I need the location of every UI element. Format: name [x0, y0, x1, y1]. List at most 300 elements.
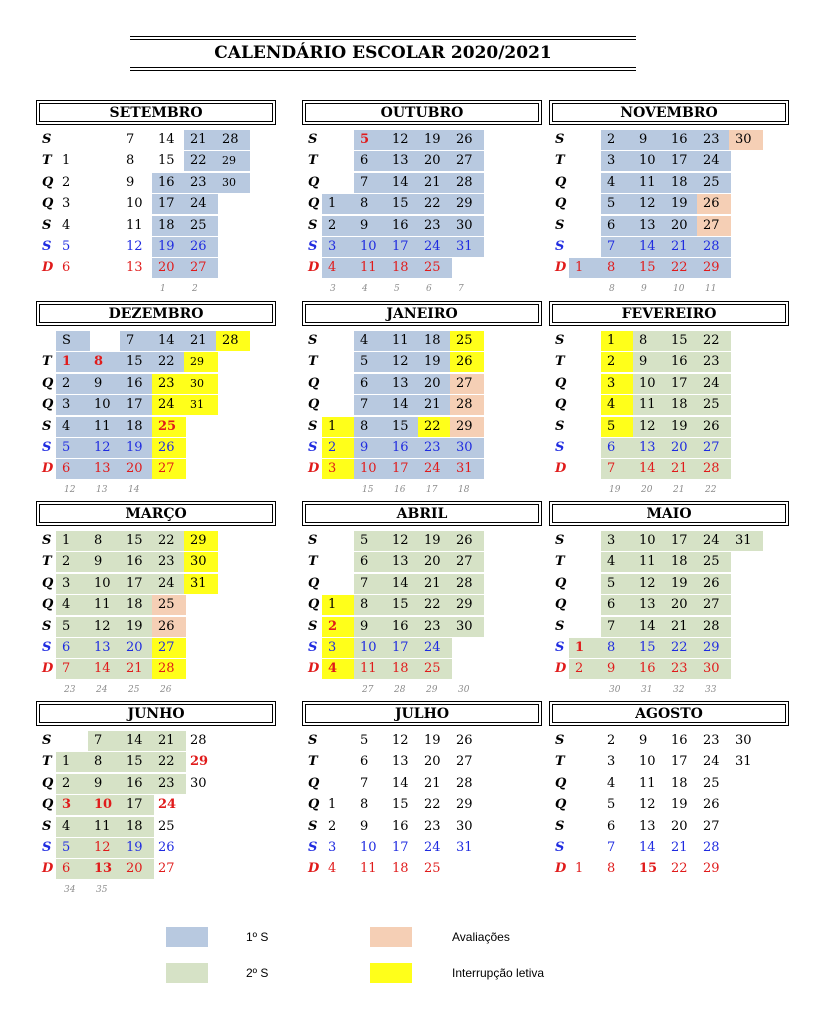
- date-cell: 22: [424, 797, 441, 813]
- date-cell: 1: [56, 752, 90, 772]
- month-title: OUTUBRO: [305, 103, 539, 122]
- date-cell: 10: [354, 237, 388, 257]
- weekday-label: S: [555, 840, 565, 855]
- date-cell: 17: [392, 840, 409, 855]
- date-cell: 21: [184, 130, 218, 150]
- date-cell: 26: [152, 617, 186, 637]
- date-cell: 20: [152, 258, 186, 278]
- date-cell: 12: [386, 130, 420, 150]
- date-cell: 16: [392, 818, 409, 834]
- month-header: [302, 100, 542, 125]
- date-cell: 14: [633, 459, 667, 479]
- date-cell: 14: [158, 132, 175, 147]
- date-cell: 3: [601, 531, 635, 551]
- date-cell: 4: [322, 258, 356, 278]
- date-cell: 28: [152, 659, 186, 679]
- legend-swatch: [166, 963, 208, 983]
- date-cell: 5: [601, 417, 635, 437]
- date-cell: 14: [386, 173, 420, 193]
- date-cell: 12: [633, 574, 667, 594]
- weekday-label: Q: [42, 597, 54, 613]
- date-cell: 21: [418, 574, 452, 594]
- date-cell: 28: [450, 574, 484, 594]
- date-cell: 5: [354, 130, 388, 150]
- date-cell: 27: [450, 552, 484, 572]
- date-cell: 28: [450, 395, 484, 415]
- date-cell: 5: [601, 194, 635, 214]
- date-cell: 12: [126, 239, 143, 254]
- date-cell: 25: [703, 775, 720, 791]
- date-cell: 12: [633, 417, 667, 437]
- legend-label: 2º S: [246, 966, 269, 980]
- weekday-label: S: [555, 818, 565, 834]
- date-cell: 17: [671, 754, 688, 770]
- date-cell: 2: [56, 774, 90, 794]
- date-cell: 10: [354, 638, 388, 658]
- date-cell: 28: [697, 617, 731, 637]
- date-cell: 6: [607, 818, 616, 834]
- date-cell: 20: [424, 754, 441, 770]
- date-cell: 13: [392, 754, 409, 770]
- date-cell: 14: [88, 659, 122, 679]
- date-cell: 25: [697, 552, 731, 572]
- week-number: 35: [96, 884, 108, 895]
- date-cell: 16: [120, 374, 154, 394]
- month-novembro: [549, 100, 789, 298]
- date-cell: 21: [418, 395, 452, 415]
- date-cell: 17: [152, 194, 186, 214]
- legend-swatch: [166, 927, 208, 947]
- weekday-label: Q: [42, 575, 54, 591]
- date-cell: 27: [697, 595, 731, 615]
- date-cell: 15: [120, 531, 154, 551]
- date-cell: 7: [354, 395, 388, 415]
- date-cell: 30: [450, 617, 484, 637]
- week-number: 25: [128, 684, 140, 695]
- weekday-label: S: [308, 640, 318, 655]
- date-cell: 23: [424, 818, 441, 834]
- date-cell: 16: [120, 552, 154, 572]
- date-cell: 22: [418, 417, 452, 437]
- month-header: [36, 701, 276, 726]
- date-cell: 25: [450, 331, 484, 351]
- month-outubro: [302, 100, 542, 298]
- weekday-label: D: [555, 461, 567, 477]
- date-cell: 29: [216, 151, 250, 171]
- date-cell: 14: [392, 775, 409, 791]
- weekday-label: Q: [308, 397, 320, 413]
- date-cell: 10: [360, 840, 377, 855]
- date-cell: 18: [665, 395, 699, 415]
- date-cell: 24: [152, 574, 186, 594]
- date-cell: 13: [633, 595, 667, 615]
- date-cell: 25: [418, 659, 452, 679]
- date-cell: 30: [729, 130, 763, 150]
- date-cell: 8: [354, 417, 388, 437]
- week-number: 23: [64, 684, 76, 695]
- date-cell: 10: [633, 151, 667, 171]
- date-cell: 12: [88, 438, 122, 458]
- date-cell: 31: [450, 459, 484, 479]
- date-cell: 26: [450, 130, 484, 150]
- date-cell: 19: [418, 130, 452, 150]
- date-cell: 30: [190, 775, 207, 791]
- month-header: [36, 301, 276, 326]
- date-cell: 2: [569, 659, 603, 679]
- date-cell: 1: [62, 153, 71, 169]
- date-cell: 29: [456, 797, 473, 813]
- date-cell: 14: [639, 840, 656, 855]
- date-cell: 23: [152, 552, 186, 572]
- date-cell: 22: [152, 752, 186, 772]
- month-dezembro: [36, 301, 276, 499]
- date-cell: 20: [418, 151, 452, 171]
- date-cell: 31: [735, 754, 752, 770]
- date-cell: 25: [697, 173, 731, 193]
- date-cell: 19: [152, 237, 186, 257]
- date-cell: 12: [392, 733, 409, 748]
- weekday-label: D: [308, 260, 320, 276]
- weekday-label: S: [555, 333, 565, 348]
- week-number: 32: [673, 684, 685, 695]
- date-cell: 11: [386, 331, 420, 351]
- date-cell: 12: [88, 838, 122, 858]
- date-cell: 6: [56, 638, 90, 658]
- date-cell: 15: [386, 417, 420, 437]
- date-cell: 19: [665, 194, 699, 214]
- weekday-label: Q: [308, 775, 320, 791]
- date-cell: 5: [354, 531, 388, 551]
- date-cell: 9: [601, 659, 635, 679]
- date-cell: 4: [601, 552, 635, 572]
- date-cell: 7: [88, 731, 122, 751]
- weekday-label: D: [42, 661, 54, 677]
- date-cell: 29: [703, 861, 720, 877]
- month-title: ABRIL: [305, 504, 539, 523]
- date-cell: 18: [392, 861, 409, 877]
- date-cell: 22: [665, 638, 699, 658]
- month-title: JULHO: [305, 704, 539, 723]
- date-cell: 4: [601, 173, 635, 193]
- week-number: 1: [160, 283, 166, 294]
- weekday-label: S: [308, 333, 318, 348]
- date-cell: 21: [424, 775, 441, 791]
- date-cell: 1: [601, 331, 635, 351]
- date-cell: 31: [184, 574, 218, 594]
- weekday-label: D: [42, 461, 54, 477]
- month-title: MAIO: [552, 504, 786, 523]
- date-cell: 16: [665, 130, 699, 150]
- date-cell: 13: [386, 552, 420, 572]
- date-cell: 16: [386, 438, 420, 458]
- date-cell: 18: [152, 216, 186, 236]
- date-cell: 5: [607, 797, 616, 813]
- week-number: 19: [609, 484, 621, 495]
- date-cell: 14: [633, 617, 667, 637]
- date-cell: 16: [633, 659, 667, 679]
- weekday-label: Q: [42, 775, 54, 791]
- date-cell: 30: [184, 374, 218, 394]
- weekday-label: T: [42, 354, 52, 370]
- date-cell: 9: [354, 438, 388, 458]
- date-cell: 1: [569, 258, 603, 278]
- date-cell: 7: [126, 132, 135, 147]
- weekday-label: S: [308, 440, 318, 455]
- date-cell: 11: [354, 258, 388, 278]
- weekday-label: Q: [555, 575, 567, 591]
- date-cell: 4: [56, 595, 90, 615]
- date-cell: 28: [456, 775, 473, 791]
- weekday-label: D: [42, 861, 54, 877]
- date-cell: 21: [184, 331, 218, 351]
- date-cell: 3: [601, 151, 635, 171]
- date-cell: 18: [671, 775, 688, 791]
- date-cell: 29: [450, 194, 484, 214]
- weekday-label: Q: [42, 174, 54, 190]
- date-cell: 26: [697, 417, 731, 437]
- date-cell: 10: [88, 574, 122, 594]
- weekday-label: S: [42, 818, 52, 834]
- date-cell: 24: [424, 840, 441, 855]
- date-cell: 1: [328, 797, 337, 813]
- date-cell: 20: [665, 216, 699, 236]
- weekday-label: S: [42, 618, 52, 634]
- date-cell: 8: [126, 153, 135, 169]
- date-cell: 23: [418, 617, 452, 637]
- date-cell: 23: [418, 438, 452, 458]
- date-cell: 22: [152, 531, 186, 551]
- weekday-label: Q: [308, 174, 320, 190]
- week-number: 21: [673, 484, 685, 495]
- month-header: [549, 501, 789, 526]
- date-cell: 2: [322, 438, 356, 458]
- weekday-label: S: [308, 618, 318, 634]
- date-cell: 11: [354, 659, 388, 679]
- weekday-label: D: [555, 260, 567, 276]
- date-cell: 7: [120, 331, 154, 351]
- weekday-label: S: [308, 840, 318, 855]
- date-cell: 25: [152, 417, 186, 437]
- date-cell: 24: [418, 638, 452, 658]
- date-cell: 20: [418, 374, 452, 394]
- date-cell: 1: [56, 531, 90, 551]
- date-cell: 15: [392, 797, 409, 813]
- date-cell: 28: [190, 733, 207, 748]
- date-cell: 2: [322, 216, 356, 236]
- date-cell: 6: [354, 151, 388, 171]
- week-number: 20: [641, 484, 653, 495]
- weekday-label: T: [42, 754, 52, 770]
- weekday-label: S: [42, 239, 52, 254]
- date-cell: 1: [322, 194, 356, 214]
- date-cell: 11: [633, 552, 667, 572]
- date-cell: 30: [450, 438, 484, 458]
- weekday-label: Q: [42, 397, 54, 413]
- date-cell: 3: [56, 574, 90, 594]
- date-cell: 10: [126, 196, 143, 212]
- weekday-label: S: [555, 217, 565, 233]
- date-cell: 31: [184, 395, 218, 415]
- weekday-label: D: [555, 861, 567, 877]
- date-cell: 27: [456, 754, 473, 770]
- date-cell: 22: [665, 258, 699, 278]
- date-cell: 26: [184, 237, 218, 257]
- week-number: 16: [394, 484, 406, 495]
- date-cell: 22: [418, 595, 452, 615]
- date-cell: 28: [216, 331, 250, 351]
- week-number: 26: [160, 684, 172, 695]
- date-cell: 15: [633, 638, 667, 658]
- date-cell: 31: [450, 237, 484, 257]
- date-cell: 9: [360, 818, 369, 834]
- date-cell: 19: [120, 617, 154, 637]
- date-cell: 10: [88, 395, 122, 415]
- date-cell: 12: [88, 617, 122, 637]
- weekday-label: Q: [308, 196, 320, 212]
- date-cell: 17: [386, 638, 420, 658]
- month-title: FEVEREIRO: [552, 304, 786, 323]
- date-cell: 23: [697, 130, 731, 150]
- month-title: DEZEMBRO: [39, 304, 273, 323]
- month-title: JUNHO: [39, 704, 273, 723]
- weekday-label: Q: [555, 597, 567, 613]
- date-cell: 27: [158, 861, 175, 877]
- weekday-label: Q: [555, 397, 567, 413]
- date-cell: 4: [322, 659, 356, 679]
- date-cell: 2: [56, 552, 90, 572]
- week-number: 4: [362, 283, 368, 294]
- date-cell: 19: [671, 797, 688, 813]
- date-cell: 6: [601, 595, 635, 615]
- date-cell: 7: [607, 840, 616, 855]
- date-cell: 13: [88, 859, 122, 879]
- date-cell: 8: [88, 752, 122, 772]
- date-cell: 20: [120, 859, 154, 879]
- weekday-label: Q: [308, 575, 320, 591]
- month-header: [36, 100, 276, 125]
- date-cell: 29: [184, 352, 218, 372]
- date-cell: 11: [360, 861, 377, 877]
- week-number: 5: [394, 283, 400, 294]
- date-cell: 12: [639, 797, 656, 813]
- date-cell: 11: [633, 395, 667, 415]
- month-header: [549, 301, 789, 326]
- date-cell: 29: [184, 531, 218, 551]
- month-header: [302, 701, 542, 726]
- date-cell: 20: [665, 595, 699, 615]
- date-cell: 2: [607, 733, 616, 748]
- date-cell: 27: [152, 459, 186, 479]
- date-cell: 3: [601, 374, 635, 394]
- date-cell: 11: [88, 595, 122, 615]
- date-cell: 30: [216, 173, 250, 193]
- date-cell: 7: [601, 237, 635, 257]
- date-cell: 15: [120, 352, 154, 372]
- week-number: 15: [362, 484, 374, 495]
- date-cell: 1: [322, 417, 356, 437]
- date-cell: 18: [120, 817, 154, 837]
- legend-swatch: [370, 963, 412, 983]
- date-cell: 28: [697, 459, 731, 479]
- week-number: 30: [458, 684, 470, 695]
- month-title: AGOSTO: [552, 704, 786, 723]
- week-number: 9: [641, 283, 647, 294]
- date-cell: 3: [322, 638, 356, 658]
- date-cell: 3: [56, 395, 90, 415]
- weekday-label: Q: [555, 196, 567, 212]
- date-cell: 26: [450, 531, 484, 551]
- weekday-label: Q: [555, 797, 567, 813]
- month-agosto: [549, 701, 789, 899]
- date-cell: 15: [633, 258, 667, 278]
- date-cell: 5: [62, 239, 71, 254]
- date-cell: 10: [88, 795, 122, 815]
- date-cell: 16: [671, 733, 688, 748]
- date-cell: 23: [418, 216, 452, 236]
- date-cell: 16: [386, 617, 420, 637]
- date-cell: 18: [418, 331, 452, 351]
- date-cell: 6: [601, 216, 635, 236]
- date-cell: 18: [386, 258, 420, 278]
- date-cell: 8: [354, 194, 388, 214]
- date-cell: 1: [322, 595, 356, 615]
- weekday-label: S: [308, 533, 318, 548]
- date-cell: 3: [322, 237, 356, 257]
- date-cell: 26: [456, 733, 473, 748]
- month-title: NOVEMBRO: [552, 103, 786, 122]
- weekday-label: D: [555, 661, 567, 677]
- weekday-label: D: [308, 461, 320, 477]
- date-cell: 22: [671, 861, 688, 877]
- date-cell: 2: [601, 130, 635, 150]
- weekday-label: T: [555, 554, 565, 570]
- date-cell: 19: [418, 352, 452, 372]
- date-cell: 28: [697, 237, 731, 257]
- date-cell: 27: [450, 374, 484, 394]
- date-cell: 9: [639, 733, 648, 748]
- date-cell: 27: [697, 216, 731, 236]
- weekday-label: T: [555, 754, 565, 770]
- date-cell: 13: [126, 260, 143, 276]
- date-cell: 2: [322, 617, 356, 637]
- date-cell: 20: [671, 818, 688, 834]
- date-cell: 31: [456, 840, 473, 855]
- date-cell: 25: [697, 395, 731, 415]
- date-cell: 13: [633, 438, 667, 458]
- date-cell: 21: [665, 459, 699, 479]
- date-cell: 2: [601, 352, 635, 372]
- date-cell: 12: [633, 194, 667, 214]
- date-cell: 17: [120, 395, 154, 415]
- date-cell: 17: [386, 459, 420, 479]
- date-cell: 31: [729, 531, 763, 551]
- date-cell: 30: [184, 552, 218, 572]
- date-cell: 17: [665, 151, 699, 171]
- date-cell: 19: [418, 531, 452, 551]
- date-cell: 22: [152, 352, 186, 372]
- date-cell: 25: [158, 818, 175, 834]
- weekday-label: S: [42, 418, 52, 434]
- date-cell: 7: [354, 173, 388, 193]
- date-cell: 18: [120, 417, 154, 437]
- weekday-label: S: [42, 132, 52, 147]
- date-cell: 23: [152, 774, 186, 794]
- date-cell: 26: [152, 438, 186, 458]
- date-cell: 7: [601, 617, 635, 637]
- date-cell: 6: [62, 260, 71, 276]
- date-cell: 15: [158, 153, 175, 169]
- weekday-label: S: [42, 840, 52, 855]
